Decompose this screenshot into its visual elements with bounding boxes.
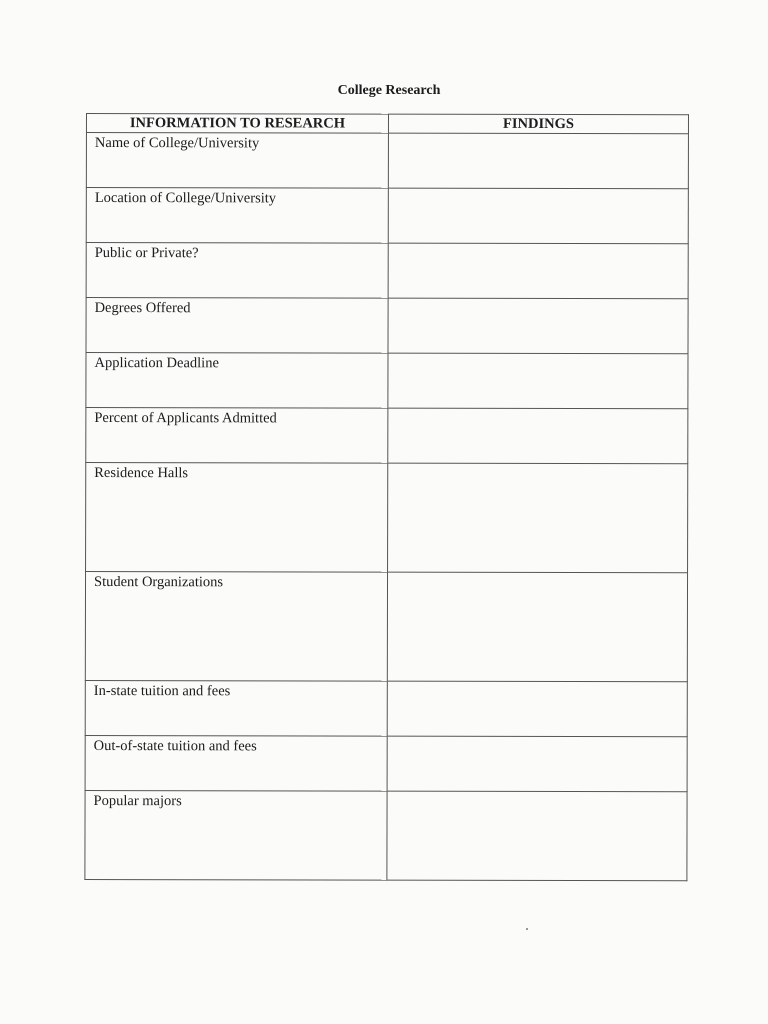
table-row [86, 298, 688, 354]
findings-cell[interactable] [388, 408, 688, 464]
table-row [86, 133, 688, 189]
row-label: Name of College/University [86, 133, 388, 189]
table-row [86, 353, 688, 409]
table-row [86, 188, 688, 244]
row-label: Location of College/University [86, 188, 388, 244]
row-label: Residence Halls [86, 463, 388, 573]
table-row [85, 572, 687, 682]
findings-cell[interactable] [388, 188, 688, 244]
findings-cell[interactable] [388, 298, 688, 354]
header-row [86, 114, 688, 134]
college-research-table [84, 113, 689, 881]
row-label: Degrees Offered [86, 298, 388, 354]
row-label: Percent of Applicants Admitted [86, 408, 388, 464]
row-label: Student Organizations [85, 572, 387, 682]
page-title: College Research [337, 83, 441, 98]
table-row [85, 680, 687, 736]
row-label: Application Deadline [86, 353, 388, 409]
findings-cell[interactable] [387, 736, 687, 792]
findings-cell[interactable] [387, 791, 687, 881]
findings-cell[interactable] [388, 243, 688, 299]
row-label: In-state tuition and fees [85, 680, 387, 736]
row-label: Out-of-state tuition and fees [85, 735, 387, 791]
scan-speck [526, 928, 528, 930]
table-row [86, 463, 688, 573]
row-label: Public or Private? [86, 243, 388, 299]
findings-cell[interactable] [388, 133, 688, 189]
findings-cell[interactable] [387, 681, 687, 737]
table-row [86, 408, 688, 464]
findings-cell[interactable] [387, 572, 687, 682]
row-label: Popular majors [85, 790, 387, 880]
header-findings: FINDINGS [388, 114, 688, 134]
findings-cell[interactable] [388, 463, 688, 573]
header-information: INFORMATION TO RESEARCH [86, 114, 388, 134]
table-row [85, 790, 687, 880]
table-row [85, 735, 687, 791]
findings-cell[interactable] [388, 353, 688, 409]
table-row [86, 243, 688, 299]
